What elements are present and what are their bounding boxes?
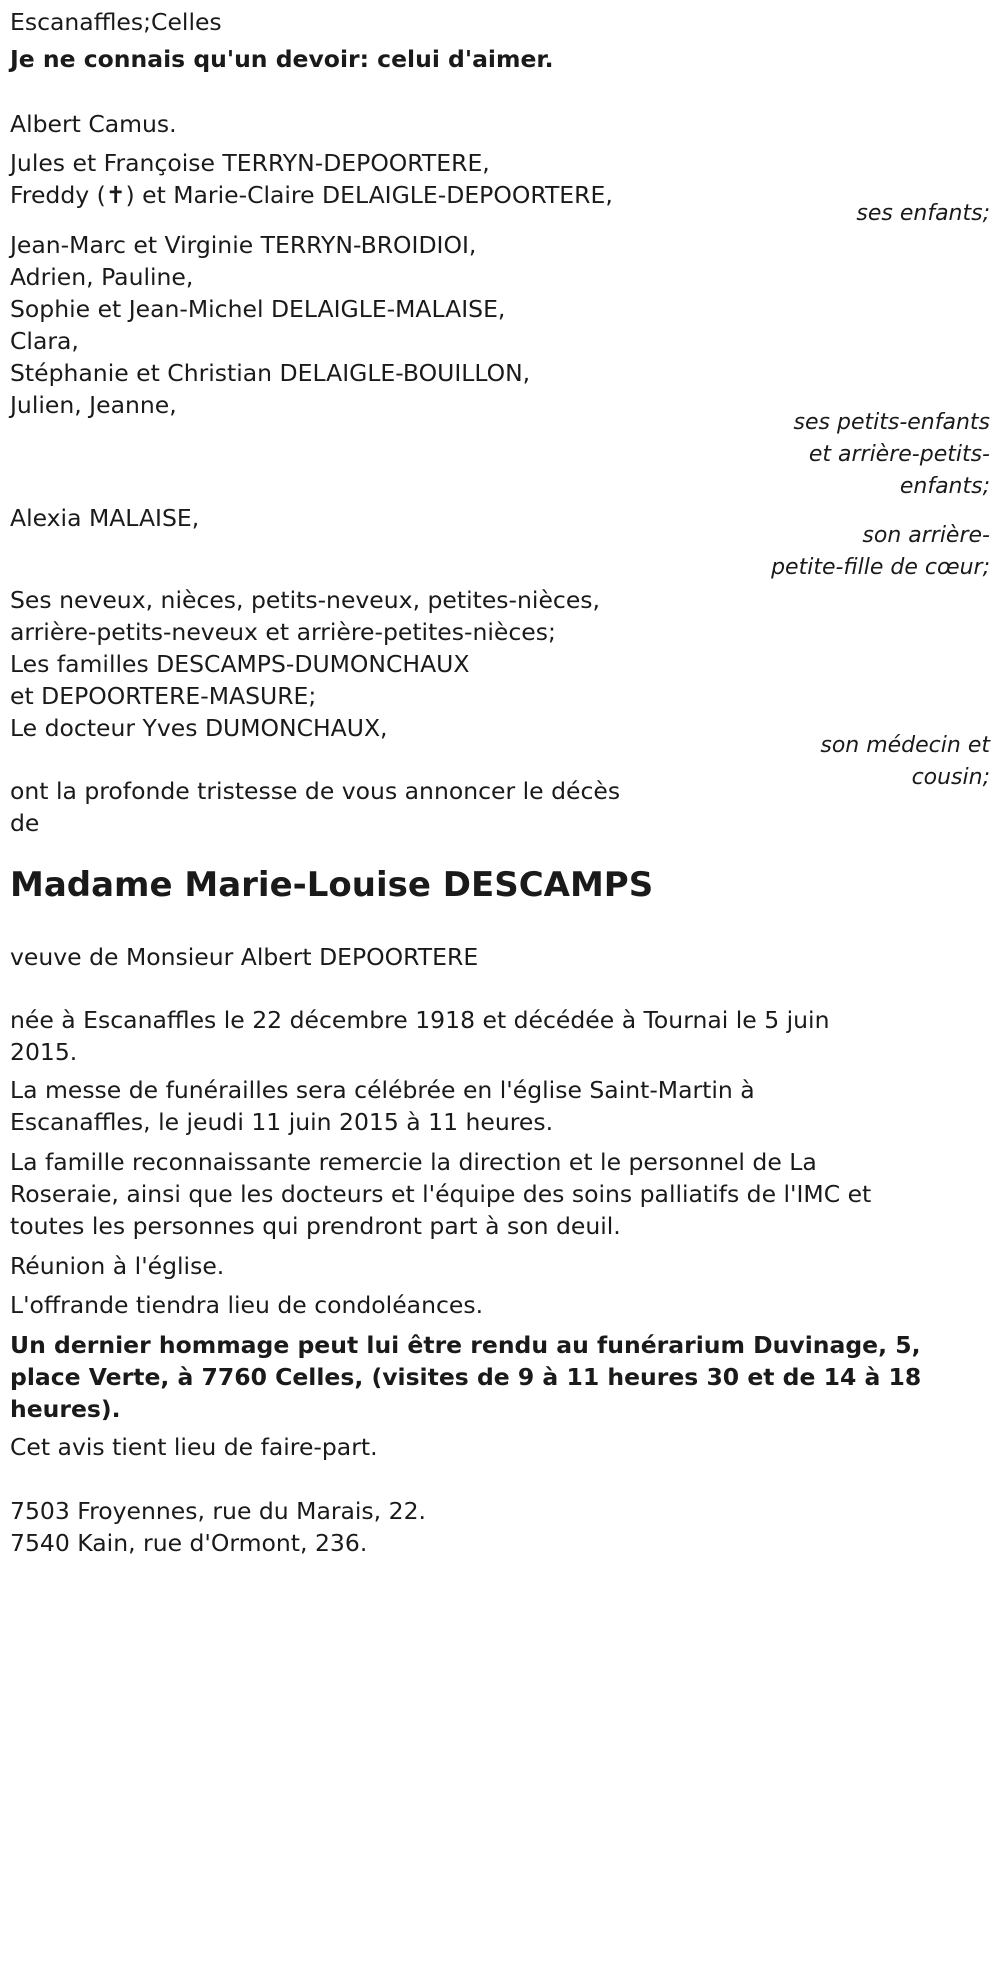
widow-of-line: veuve de Monsieur Albert DEPOORTERE [10,943,479,971]
offering-line: L'offrande tiendra lieu de condoléances. [10,1291,484,1319]
role-grandchildren-2: et arrière-petits- [808,442,990,467]
child-line: Jules et Françoise TERRYN-DEPOORTERE, [10,149,490,177]
quote-author: Albert Camus. [10,110,177,138]
grandchild-line: Stéphanie et Christian DELAIGLE-BOUILLON, [10,359,531,387]
role-heart-2: petite-fille de cœur; [771,555,990,580]
family-line: Les familles DESCAMPS-DUMONCHAUX [10,650,470,678]
grandchild-line: Jean-Marc et Virginie TERRYN-BROIDIOI, [10,231,477,259]
address-line: 7503 Froyennes, rue du Marais, 22. [10,1497,426,1525]
notice-line: Cet avis tient lieu de faire-part. [10,1433,378,1461]
location-line: Escanaffles;Celles [10,8,222,36]
deceased-name: Madame Marie-Louise DESCAMPS [10,865,654,905]
thanks-line: Roseraie, ainsi que les docteurs et l'équipe des soins palliatifs de l'IMC et [10,1180,872,1208]
thanks-line: La famille reconnaissante remercie la direction et le personnel de La [10,1148,817,1176]
heart-greatgranddaughter-name: Alexia MALAISE, [10,504,200,532]
family-line: Ses neveux, nièces, petits-neveux, petites-nièces, [10,586,600,614]
announcement-line: ont la profonde tristesse de vous annoncer le décès [10,777,621,805]
family-line: arrière-petits-neveux et arrière-petites-nièces; [10,618,556,646]
role-doctor-1: son médecin et [820,733,990,758]
birth-death-line: née à Escanaffles le 22 décembre 1918 et décédée à Tournai le 5 juin [10,1006,830,1034]
quote: Je ne connais qu'un devoir: celui d'aimer. [10,45,554,73]
role-grandchildren-3: enfants; [899,474,990,499]
thanks-line: toutes les personnes qui prendront part à son deuil. [10,1212,621,1240]
tribute-line: place Verte, à 7760 Celles, (visites de 9 à 11 heures 30 et de 14 à 18 [10,1363,922,1391]
grandchild-line: Clara, [10,327,79,355]
role-doctor-2: cousin; [911,765,990,790]
tribute-line: Un dernier hommage peut lui être rendu au funérarium Duvinage, 5, [10,1331,921,1359]
tribute-line: heures). [10,1395,121,1423]
mass-line: La messe de funérailles sera célébrée en l'église Saint-Martin à [10,1076,755,1104]
meeting-line: Réunion à l'église. [10,1252,225,1280]
announcement-line: de [10,809,40,837]
address-line: 7540 Kain, rue d'Ormont, 236. [10,1529,368,1557]
grandchild-line: Julien, Jeanne, [10,391,177,419]
grandchild-line: Sophie et Jean-Michel DELAIGLE-MALAISE, [10,295,506,323]
role-heart-1: son arrière- [862,523,990,548]
role-grandchildren-1: ses petits-enfants [793,410,990,435]
birth-death-line: 2015. [10,1038,78,1066]
doctor-line: Le docteur Yves DUMONCHAUX, [10,714,388,742]
grandchild-line: Adrien, Pauline, [10,263,194,291]
family-line: et DEPOORTERE-MASURE; [10,682,317,710]
mass-line: Escanaffles, le jeudi 11 juin 2015 à 11 heures. [10,1108,554,1136]
role-children: ses enfants; [856,201,990,226]
child-line: Freddy (✝) et Marie-Claire DELAIGLE-DEPOORTERE, [10,181,613,209]
